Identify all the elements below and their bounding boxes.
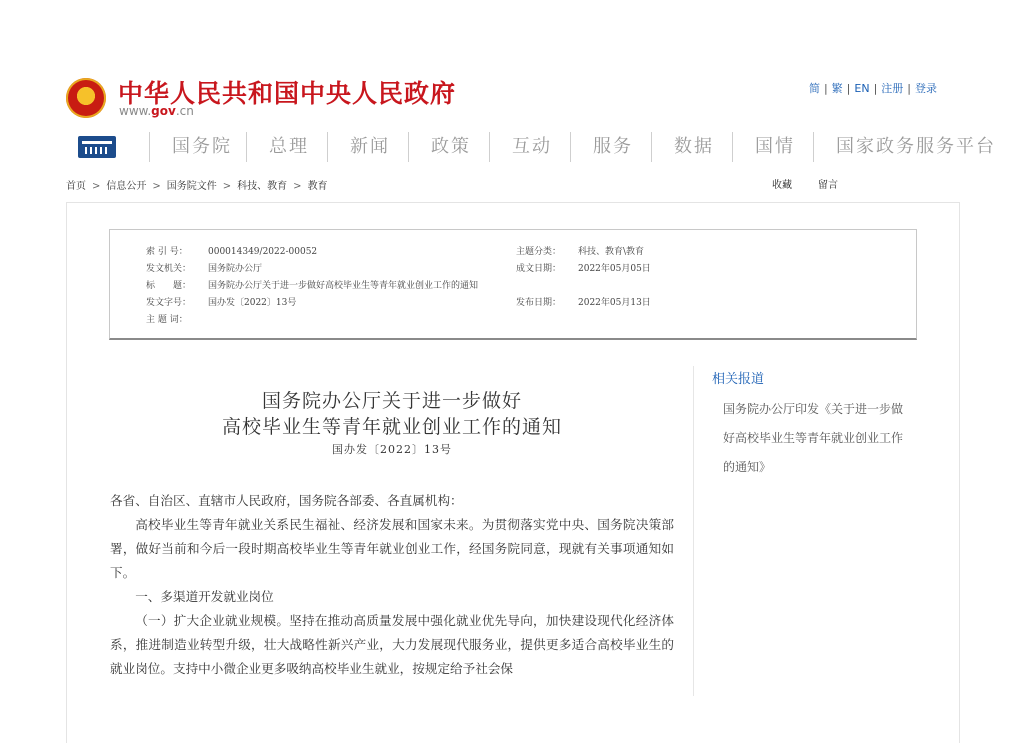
nav-item-policy[interactable]: 政策: [431, 136, 471, 157]
link-english[interactable]: EN: [854, 82, 870, 95]
breadcrumb: 首页 > 信息公开 > 国务院文件 > 科技、教育 > 教育: [66, 181, 328, 192]
nav-item-state-council[interactable]: 国务院: [172, 136, 232, 157]
article-title: 国务院办公厅关于进一步做好 高校毕业生等青年就业创业工作的通知: [221, 390, 562, 438]
link-simplified[interactable]: 简: [808, 82, 820, 95]
meta-docno: 发文字号： 国办发〔2022〕13号: [146, 298, 297, 308]
meta-keywords: 主 题 词：: [146, 315, 188, 325]
article-body: [110, 489, 674, 681]
site-logo[interactable]: [66, 74, 486, 124]
article-paragraph: （一）扩大企业就业规模。坚持在推动高质量发展中强化就业优先导向，加快建设现代化经济体系，推进制造业转型升级，壮大战略性新兴产业，大力发展现代服务业，提供更多适合高校毕业生的就业岗位。支持中小微企业更多吸纳高校毕业生就业，按规定给予社会保: [110, 613, 675, 676]
nav-item-premier[interactable]: 总理: [269, 136, 309, 157]
nav-item-news[interactable]: 新闻: [350, 136, 390, 157]
meta-published: 发布日期： 2022年05月13日: [516, 298, 651, 308]
breadcrumb-education[interactable]: 教育: [307, 181, 328, 192]
nav-item-service-platform[interactable]: 国家政务服务平台: [836, 136, 996, 157]
related-report-link[interactable]: 国务院办公厅印发《关于进一步做好高校毕业生等青年就业创业工作的通知》: [723, 402, 904, 474]
breadcrumb-info-public[interactable]: 信息公开: [106, 181, 147, 192]
national-emblem-icon: [66, 78, 106, 118]
site-title: 中华人民共和国中央人民政府: [118, 79, 457, 108]
link-register[interactable]: 注册: [881, 82, 904, 95]
document-meta-table: [109, 229, 917, 340]
breadcrumb-sci-edu[interactable]: 科技、教育: [237, 181, 288, 192]
meta-topic: 主题分类： 科技、教育\教育: [516, 247, 645, 257]
main-nav: [78, 128, 996, 166]
favorite-button[interactable]: 收藏: [772, 180, 792, 191]
article-subheading: （一）扩大企业就业规模。: [135, 613, 290, 628]
meta-created: 成文日期： 2022年05月05日: [516, 264, 651, 274]
page-actions: [772, 176, 864, 191]
nav-item-interaction[interactable]: 互动: [512, 136, 552, 157]
meta-index: 索 引 号： 000014349/2022-00052: [146, 247, 318, 257]
nav-item-national-info[interactable]: 国情: [755, 136, 795, 157]
article-paragraph: 高校毕业生等青年就业关系民生福祉、经济发展和国家未来。为贯彻落实党中央、国务院决策部署，做好当前和今后一段时期高校毕业生等青年就业创业工作，经国务院同意，现就有关事项通知如下。: [110, 517, 674, 580]
article-doc-number: 国办发〔2022〕13号: [332, 443, 452, 456]
site-url: www.gov.cn: [119, 104, 194, 118]
article-section-heading: 一、多渠道开发就业岗位: [135, 589, 274, 604]
message-button[interactable]: 留言: [818, 180, 838, 191]
link-traditional[interactable]: 繁: [831, 82, 843, 95]
nav-item-data[interactable]: 数据: [674, 136, 714, 157]
link-login[interactable]: 登录: [915, 82, 937, 95]
nav-item-services[interactable]: 服务: [593, 136, 633, 157]
column-divider: [693, 366, 694, 696]
breadcrumb-state-council-docs[interactable]: 国务院文件: [166, 181, 217, 192]
tiananmen-icon[interactable]: [78, 136, 116, 158]
meta-subject: 标 题： 国务院办公厅关于进一步做好高校毕业生等青年就业创业工作的通知: [146, 281, 479, 291]
meta-issuer: 发文机关： 国务院办公厅: [146, 264, 263, 274]
breadcrumb-home[interactable]: 首页: [66, 181, 86, 192]
article-salutation: 各省、自治区、直辖市人民政府，国务院各部委、各直属机构：: [110, 493, 463, 508]
top-links: 简 | 繁 | EN | 注册 | 登录: [808, 82, 937, 95]
related-reports-heading: 相关报道: [712, 372, 765, 387]
